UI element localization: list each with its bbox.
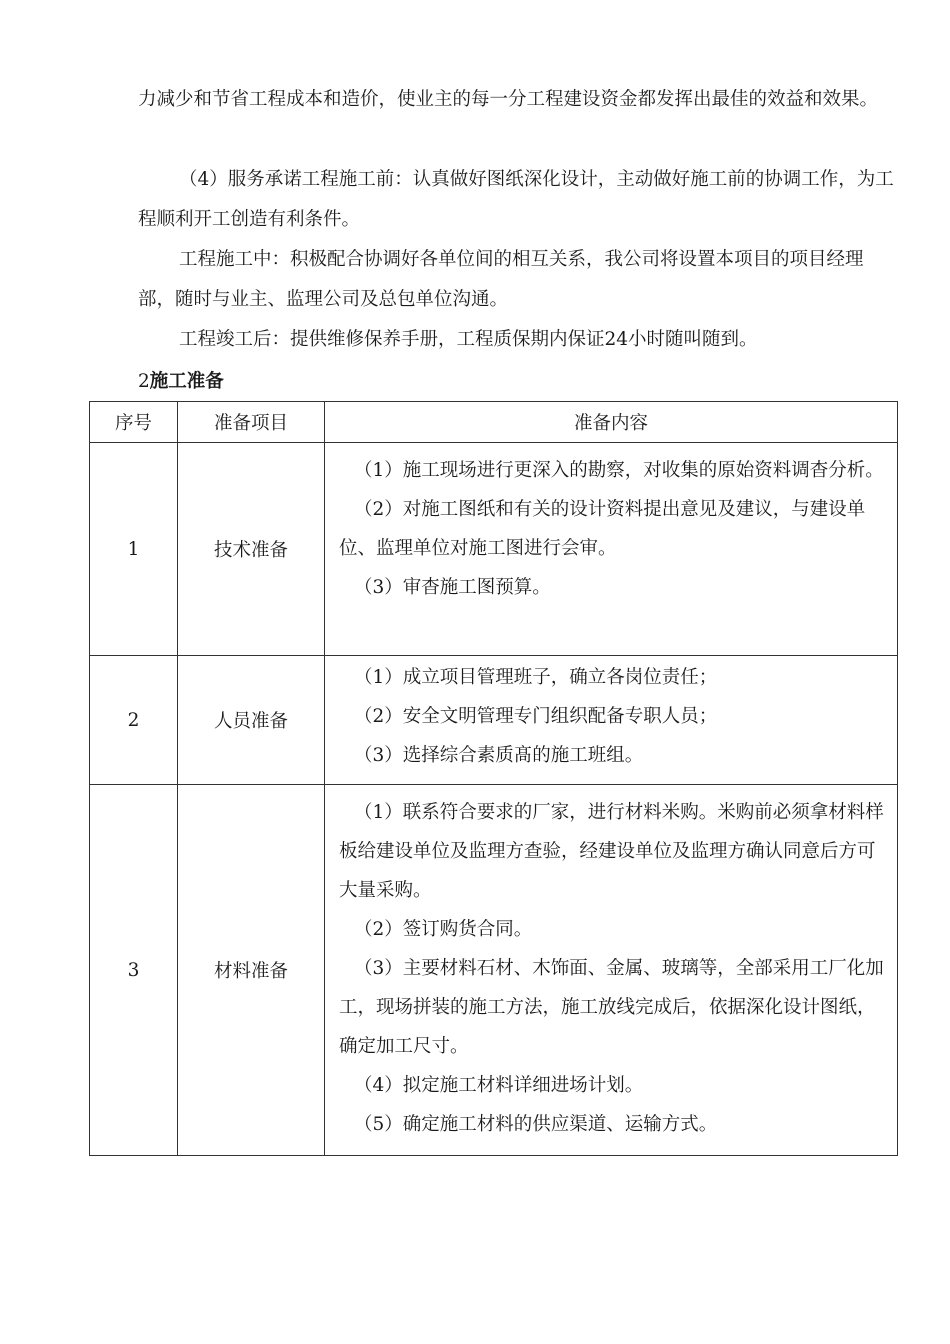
paragraph-cost: 力减少和节省工程成本和造价，使业主的每一分工程建设资金都发挥出最佳的效益和效果。	[138, 89, 879, 110]
table-row	[90, 785, 898, 1156]
content-item: （3）选择综合素质髙的施工班组。	[354, 745, 644, 766]
table-row	[90, 656, 898, 785]
content-item: （2）安全文明管理专门组织配备专职人员；	[354, 706, 718, 727]
content-item: （3）审杳施工图预算。	[354, 577, 551, 598]
content-item: （1）施工现场进行更深入的勘察，对收集的原始资料调杳分析。	[354, 460, 884, 481]
preparation-table	[89, 401, 898, 1156]
row-content	[325, 656, 898, 785]
content-item: （3）主要材料石材、木饰面、金属、玻璃等，全部采用工厂化加工，现场拼装的施工方法，施工放线完成后，依据深化设计图纸，确定加工尺寸。	[339, 958, 884, 1057]
paragraph-service-during: 工程施工中：积极配合协调好各单位间的相互关系，我公司将设置本项目的项目经理部，随时与业主、监理公司及总包单位沟通。	[138, 249, 864, 310]
paragraph-service-before: （4）服务承诺工程施工前：认真做好图纸深化设计，主动做好施工前的协调工作，为工程顺利开工创造有利条件。	[138, 169, 894, 230]
paragraph-service-after: 工程竣工后：提供维修保养手册，工程质保期内保证24小时随叫随到。	[179, 329, 758, 350]
section-heading	[138, 362, 224, 402]
content-item: （4）拟定施工材料详细进场计划。	[354, 1075, 644, 1096]
content-item: （1）联系符合要求的厂家，进行材料米购。米购前必须拿材料样板给建设单位及监理方查验，经建设单位及监理方确认同意后方可大量采购。	[339, 802, 884, 901]
table-row	[90, 443, 898, 656]
row-item: 材料准备	[178, 785, 325, 1156]
section-number: 2	[138, 371, 150, 392]
row-item: 人员准备	[178, 656, 325, 785]
content-item: （2）签订购货合同。	[354, 919, 533, 940]
row-content	[325, 785, 898, 1156]
row-number: 1	[90, 443, 178, 656]
header-item: 准备项目	[178, 402, 325, 443]
header-content: 准备内容	[325, 402, 898, 443]
content-item: （2）对施工图纸和有关的设计资料提出意见及建议，与建设单位、监理单位对施工图进行会审。	[339, 499, 866, 559]
table-header-row	[90, 402, 898, 443]
content-item: （1）成立项目管理班子，确立各岗位责任；	[354, 667, 718, 688]
section-title: 施工准备	[149, 371, 224, 392]
content-item: （5）确定施工材料的供应渠道、运输方式。	[354, 1114, 718, 1135]
row-content	[325, 443, 898, 656]
header-no: 序号	[90, 402, 178, 443]
row-item: 技术准备	[178, 443, 325, 656]
row-number: 3	[90, 785, 178, 1156]
row-number: 2	[90, 656, 178, 785]
